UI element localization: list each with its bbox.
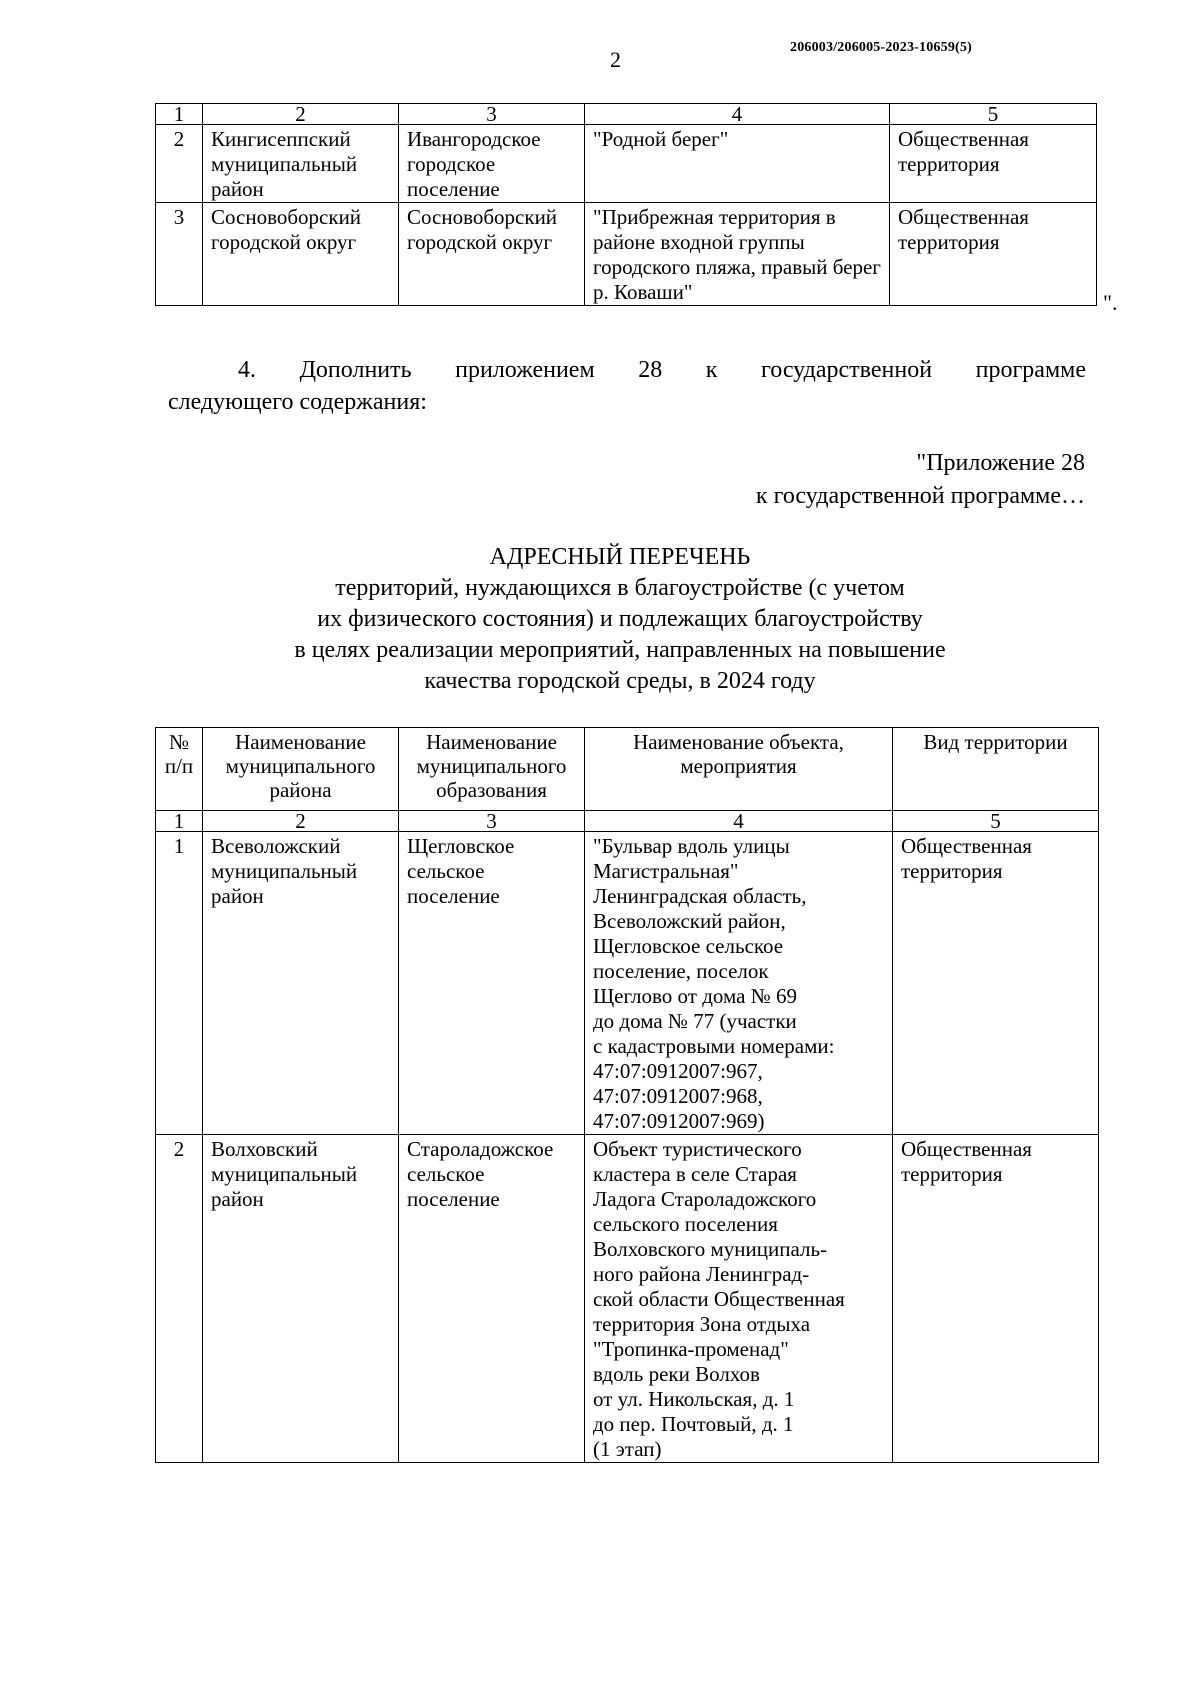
index-cell: 1 xyxy=(156,811,203,832)
index-cell: 2 xyxy=(203,811,399,832)
object-line: Волховского муниципаль- xyxy=(593,1237,828,1261)
object-line: с кадастровыми номерами: xyxy=(593,1034,835,1058)
object-line: Щеглово от дома № 69 xyxy=(593,984,797,1008)
continuation-table xyxy=(155,103,1097,306)
row-number: 2 xyxy=(156,125,203,203)
row-number: 3 xyxy=(156,203,203,306)
object-line: Объект туристического xyxy=(593,1137,802,1161)
title-line: территорий, нуждающихся в благоустройстве (с учетом xyxy=(335,575,905,601)
municipality-cell: Староладожское сельское поселение xyxy=(399,1135,585,1463)
header-territory-type: Вид территории xyxy=(893,728,1099,811)
paragraph-word: программе xyxy=(975,357,1086,383)
paragraph-word: приложением xyxy=(455,357,595,383)
municipality-cell: Ивангородское городское поселение xyxy=(399,125,585,203)
paragraph-word: 28 xyxy=(638,357,663,383)
header-municipality: Наименование муниципального образования xyxy=(399,728,585,811)
appendix-reference xyxy=(560,447,1085,513)
page-number: 2 xyxy=(610,47,621,72)
index-cell: 3 xyxy=(399,104,585,125)
territory-type-cell: Общественная территория xyxy=(893,832,1099,1135)
document-title xyxy=(170,542,1070,697)
table-header-row xyxy=(156,728,1099,811)
object-line: до пер. Почтовый, д. 1 xyxy=(593,1412,794,1436)
paragraph-word: 4. xyxy=(238,357,256,383)
object-line: 47:07:0912007:967, xyxy=(593,1059,763,1083)
paragraph-word: Дополнить xyxy=(299,357,412,383)
object-cell: "Родной берег" xyxy=(585,125,890,203)
paragraph-line: следующего содержания: xyxy=(168,389,427,415)
object-line: Всеволожский район, xyxy=(593,909,786,933)
territory-type-cell: Общественная территория xyxy=(893,1135,1099,1463)
index-cell: 3 xyxy=(399,811,585,832)
title-line: в целях реализации мероприятий, направленных на повышение xyxy=(294,637,946,663)
paragraph-word: государственной xyxy=(761,357,933,383)
closing-quote-mark: ". xyxy=(1103,290,1118,315)
territory-type-cell: Общественная территория xyxy=(890,125,1097,203)
object-line: Щегловское сельское xyxy=(593,934,784,958)
appendix-line: к государственной программе… xyxy=(755,483,1085,509)
address-list-table xyxy=(155,727,1099,1463)
title-line: их физического состояния) и подлежащих благоустройству xyxy=(317,606,923,632)
municipality-cell: Сосновоборский городской округ xyxy=(399,203,585,306)
header-number: № п/п xyxy=(156,728,203,811)
title-heading: АДРЕСНЫЙ ПЕРЕЧЕНЬ xyxy=(489,544,751,570)
object-line: ской области Общественная xyxy=(593,1287,845,1311)
row-number: 2 xyxy=(156,1135,203,1463)
object-line: вдоль реки Волхов xyxy=(593,1362,760,1386)
object-line: 47:07:0912007:968, xyxy=(593,1084,763,1108)
table-index-row xyxy=(156,104,1097,125)
object-cell: "Прибрежная территория в районе входной группы городского пляжа, правый берег р. Коваши" xyxy=(585,203,890,306)
title-line: качества городской среды, в 2024 году xyxy=(424,668,816,694)
object-line: Ладога Староладожского xyxy=(593,1187,817,1211)
appendix-line: "Приложение 28 xyxy=(916,450,1085,476)
index-cell: 1 xyxy=(156,104,203,125)
paragraph-4 xyxy=(168,354,1086,418)
object-line: 47:07:0912007:969) xyxy=(593,1109,765,1133)
object-line: до дома № 77 (участки xyxy=(593,1009,797,1033)
district-cell: Сосновоборский городской округ xyxy=(203,203,399,306)
district-cell: Кингисеппский муниципальный район xyxy=(203,125,399,203)
row-number: 1 xyxy=(156,832,203,1135)
document-code: 206003/206005-2023-10659(5) xyxy=(790,40,972,55)
object-line: сельского поселения xyxy=(593,1212,778,1236)
index-cell: 4 xyxy=(585,104,890,125)
header-district: Наименование муниципального района xyxy=(203,728,399,811)
table-index-row xyxy=(156,811,1099,832)
index-cell: 2 xyxy=(203,104,399,125)
district-cell: Волховский муниципальный район xyxy=(203,1135,399,1463)
object-line: Магистральная" xyxy=(593,859,739,883)
object-line: территория Зона отдыха xyxy=(593,1312,811,1336)
municipality-cell: Щегловское сельское поселение xyxy=(399,832,585,1135)
table-row xyxy=(156,832,1099,1135)
object-cell xyxy=(585,832,893,1135)
territory-type-cell: Общественная территория xyxy=(890,203,1097,306)
paragraph-word: к xyxy=(705,357,718,383)
object-line: "Тропинка-променад" xyxy=(593,1337,789,1361)
table-row xyxy=(156,1135,1099,1463)
object-line: (1 этап) xyxy=(593,1437,662,1461)
object-line: ного района Ленинград- xyxy=(593,1262,810,1286)
object-line: Ленинградская область, xyxy=(593,884,807,908)
header-object: Наименование объекта, мероприятия xyxy=(585,728,893,811)
index-cell: 5 xyxy=(893,811,1099,832)
index-cell: 4 xyxy=(585,811,893,832)
table-row xyxy=(156,125,1097,203)
district-cell: Всеволожский муниципальный район xyxy=(203,832,399,1135)
object-line: кластера в селе Старая xyxy=(593,1162,797,1186)
object-line: от ул. Никольская, д. 1 xyxy=(593,1387,795,1411)
index-cell: 5 xyxy=(890,104,1097,125)
table-row xyxy=(156,203,1097,306)
object-line: поселение, поселок xyxy=(593,959,769,983)
object-line: "Бульвар вдоль улицы xyxy=(593,834,790,858)
object-cell xyxy=(585,1135,893,1463)
